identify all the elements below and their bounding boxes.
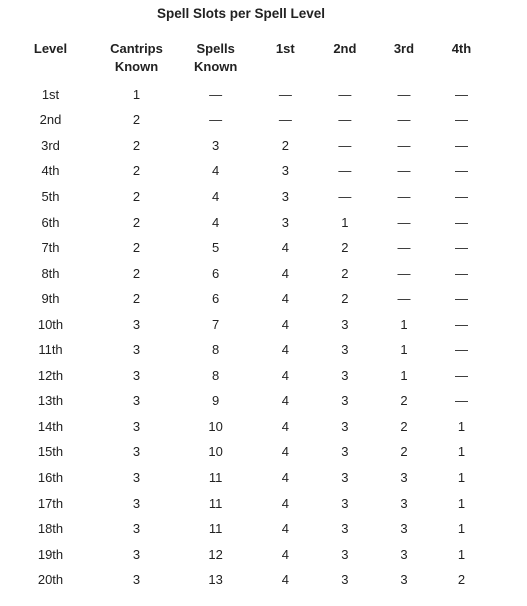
slot-1st-cell: 4 <box>281 240 289 256</box>
cantrips-known-cell: 3 <box>132 572 141 588</box>
table-row <box>22 389 471 415</box>
slot-1st-cell: — <box>278 112 292 128</box>
cantrips-known-cell: 3 <box>132 521 141 537</box>
table-header <box>22 40 471 82</box>
header-slot-4th <box>451 40 471 82</box>
slot-3rd-cell: 3 <box>400 546 408 562</box>
slot-1st-cell: — <box>278 86 292 102</box>
table-row <box>22 82 471 108</box>
slot-1st-cell: 4 <box>281 418 289 434</box>
header-level-label: Level <box>33 41 68 56</box>
slot-1st-cell: 4 <box>281 521 289 537</box>
header-slot-1st <box>237 40 333 82</box>
slot-1st-cell: 4 <box>281 342 289 358</box>
level-cell: 13th <box>37 393 64 409</box>
table-body <box>22 82 471 593</box>
table-row <box>22 491 471 517</box>
level-cell: 1st <box>41 86 60 102</box>
cantrips-known-cell: 3 <box>132 342 141 358</box>
slot-2nd-cell: 3 <box>341 418 349 434</box>
spells-known-cell: 11 <box>208 521 223 537</box>
table-row <box>22 440 471 466</box>
slot-3rd-cell: — <box>397 265 411 281</box>
spells-known-cell: 13 <box>208 572 223 588</box>
slot-4th-cell: — <box>454 367 468 383</box>
spells-known-cell: 7 <box>212 316 220 332</box>
slot-2nd-cell: 3 <box>341 546 349 562</box>
slot-1st-cell: 4 <box>281 495 289 511</box>
level-cell: 8th <box>41 265 60 281</box>
slot-2nd-cell: 3 <box>341 342 349 358</box>
slot-1st-cell: 4 <box>281 546 289 562</box>
slot-2nd-cell: 3 <box>341 316 349 332</box>
cantrips-known-cell: 2 <box>132 137 141 153</box>
header-cantrips-line2: Known <box>114 59 159 74</box>
level-cell: 4th <box>41 163 60 179</box>
slot-4th-cell: 1 <box>457 469 466 485</box>
slot-1st-cell: 4 <box>281 469 289 485</box>
cantrips-known-cell: 3 <box>132 418 141 434</box>
slot-3rd-cell: 1 <box>400 342 408 358</box>
slot-3rd-cell: 2 <box>400 393 408 409</box>
slot-3rd-cell: 2 <box>400 444 408 460</box>
header-spells-known <box>194 40 237 82</box>
spell-slots-table <box>22 40 471 593</box>
slot-3rd-cell: — <box>397 188 411 204</box>
slot-4th-cell: 1 <box>457 418 466 434</box>
slot-1st-cell: 4 <box>281 572 289 588</box>
cantrips-known-cell: 3 <box>132 495 141 511</box>
slot-3rd-cell: — <box>397 86 411 102</box>
spells-known-cell: 4 <box>212 214 220 230</box>
slot-4th-cell: — <box>454 342 468 358</box>
spells-known-cell: 12 <box>208 546 223 562</box>
spells-known-cell: — <box>209 86 223 102</box>
level-cell: 6th <box>41 214 60 230</box>
spells-known-cell: 9 <box>212 393 220 409</box>
table-row <box>22 261 471 287</box>
slot-3rd-cell: 3 <box>400 495 408 511</box>
slot-1st-cell: 4 <box>281 291 289 307</box>
spells-known-cell: 3 <box>212 137 220 153</box>
cantrips-known-cell: 3 <box>132 393 141 409</box>
level-cell: 7th <box>41 240 60 256</box>
table-row <box>22 286 471 312</box>
spells-known-cell: 8 <box>212 342 220 358</box>
spells-known-cell: 4 <box>212 188 220 204</box>
spells-known-cell: 11 <box>208 495 223 511</box>
cantrips-known-cell: 2 <box>132 112 141 128</box>
slot-4th-cell: — <box>454 163 468 179</box>
cantrips-known-cell: 2 <box>132 291 141 307</box>
slot-4th-cell: — <box>454 86 468 102</box>
slot-3rd-cell: — <box>397 240 411 256</box>
slot-2nd-cell: 3 <box>341 393 349 409</box>
cantrips-known-cell: 2 <box>132 214 141 230</box>
cantrips-known-cell: 2 <box>132 240 141 256</box>
slot-4th-cell: 1 <box>457 521 466 537</box>
header-level <box>22 40 79 82</box>
slot-4th-cell: 1 <box>457 495 466 511</box>
header-cantrips-line1: Cantrips <box>110 41 163 56</box>
level-cell: 17th <box>37 495 64 511</box>
slot-2nd-cell: 3 <box>341 469 349 485</box>
level-cell: 5th <box>41 188 60 204</box>
header-slot-4th-label: 4th <box>451 41 472 56</box>
header-slot-2nd <box>333 40 356 82</box>
slot-4th-cell: — <box>454 240 468 256</box>
level-cell: 10th <box>37 316 64 332</box>
level-cell: 12th <box>37 367 64 383</box>
spells-known-cell: 10 <box>208 418 223 434</box>
slot-1st-cell: 2 <box>281 137 289 153</box>
slot-4th-cell: — <box>454 188 468 204</box>
slot-4th-cell: 2 <box>457 572 466 588</box>
cantrips-known-cell: 3 <box>132 316 141 332</box>
slot-1st-cell: 4 <box>281 265 289 281</box>
cantrips-known-cell: 3 <box>132 469 141 485</box>
slot-1st-cell: 4 <box>281 367 289 383</box>
slot-4th-cell: 1 <box>457 546 466 562</box>
slot-1st-cell: 4 <box>281 393 289 409</box>
header-spells-line2: Known <box>194 59 238 74</box>
header-cantrips-known <box>79 40 194 82</box>
slot-2nd-cell: — <box>338 86 352 102</box>
slot-4th-cell: — <box>454 214 468 230</box>
cantrips-known-cell: 2 <box>132 188 141 204</box>
slot-3rd-cell: 1 <box>400 367 408 383</box>
table-row <box>22 184 471 210</box>
table-row <box>22 159 471 185</box>
slot-1st-cell: 3 <box>281 214 289 230</box>
slot-2nd-cell: — <box>338 163 352 179</box>
table-row <box>22 363 471 389</box>
table-row <box>22 312 471 338</box>
header-slot-3rd <box>356 40 451 82</box>
level-cell: 20th <box>37 572 64 588</box>
slot-3rd-cell: 3 <box>400 469 408 485</box>
slot-2nd-cell: 3 <box>341 444 349 460</box>
level-cell: 2nd <box>39 112 62 128</box>
cantrips-known-cell: 1 <box>132 86 141 102</box>
table-row <box>22 465 471 491</box>
slot-3rd-cell: 3 <box>400 572 408 588</box>
slot-1st-cell: 3 <box>281 188 289 204</box>
slot-1st-cell: 3 <box>281 163 289 179</box>
spells-known-cell: 6 <box>212 265 220 281</box>
spells-known-cell: 10 <box>208 444 223 460</box>
spells-known-cell: 11 <box>208 469 223 485</box>
header-slot-1st-label: 1st <box>275 41 295 56</box>
slot-3rd-cell: — <box>397 137 411 153</box>
level-cell: 11th <box>38 342 63 358</box>
level-cell: 3rd <box>41 137 60 153</box>
cantrips-known-cell: 2 <box>132 265 141 281</box>
header-slot-2nd-label: 2nd <box>333 41 357 56</box>
slot-3rd-cell: — <box>397 112 411 128</box>
table-row <box>22 414 471 440</box>
level-cell: 15th <box>37 444 64 460</box>
slot-4th-cell: — <box>454 112 468 128</box>
level-cell: 18th <box>37 521 64 537</box>
slot-2nd-cell: 3 <box>341 572 349 588</box>
slot-2nd-cell: — <box>338 188 352 204</box>
cantrips-known-cell: 2 <box>132 163 141 179</box>
cantrips-known-cell: 3 <box>132 546 141 562</box>
slot-3rd-cell: 3 <box>400 521 408 537</box>
level-cell: 14th <box>37 418 64 434</box>
slot-3rd-cell: — <box>397 291 411 307</box>
slot-4th-cell: — <box>454 137 468 153</box>
spells-known-cell: 5 <box>212 240 220 256</box>
cantrips-known-cell: 3 <box>132 367 141 383</box>
slot-1st-cell: 4 <box>281 444 289 460</box>
spells-known-cell: 8 <box>212 367 220 383</box>
table-row <box>22 516 471 542</box>
slot-3rd-cell: — <box>397 163 411 179</box>
slot-2nd-cell: — <box>338 112 352 128</box>
table-row <box>22 133 471 159</box>
slot-2nd-cell: 1 <box>341 214 349 230</box>
header-row <box>22 40 471 82</box>
table-row <box>22 235 471 261</box>
table-row <box>22 542 471 568</box>
slot-4th-cell: — <box>454 265 468 281</box>
slot-2nd-cell: 3 <box>341 521 349 537</box>
slot-2nd-cell: 3 <box>341 495 349 511</box>
level-cell: 16th <box>37 469 64 485</box>
slot-4th-cell: — <box>454 316 468 332</box>
slot-2nd-cell: 3 <box>341 367 349 383</box>
table-caption: Spell Slots per Spell Level <box>156 6 326 21</box>
table-row <box>22 567 471 593</box>
slot-3rd-cell: — <box>397 214 411 230</box>
slot-2nd-cell: 2 <box>341 265 349 281</box>
level-cell: 19th <box>37 546 64 562</box>
slot-4th-cell: — <box>454 393 468 409</box>
slot-3rd-cell: 2 <box>400 418 408 434</box>
spells-known-cell: 4 <box>212 163 220 179</box>
cantrips-known-cell: 3 <box>132 444 141 460</box>
slot-2nd-cell: 2 <box>341 240 349 256</box>
header-spells-line1: Spells <box>196 41 235 56</box>
slot-4th-cell: — <box>454 291 468 307</box>
spells-known-cell: 6 <box>212 291 220 307</box>
slot-4th-cell: 1 <box>457 444 466 460</box>
header-slot-3rd-label: 3rd <box>393 41 415 56</box>
table-row <box>22 108 471 134</box>
level-cell: 9th <box>41 291 60 307</box>
slot-1st-cell: 4 <box>281 316 289 332</box>
table-row <box>22 337 471 363</box>
slot-3rd-cell: 1 <box>400 316 408 332</box>
table-row <box>22 210 471 236</box>
spells-known-cell: — <box>209 112 223 128</box>
slot-2nd-cell: — <box>338 137 352 153</box>
slot-2nd-cell: 2 <box>341 291 349 307</box>
